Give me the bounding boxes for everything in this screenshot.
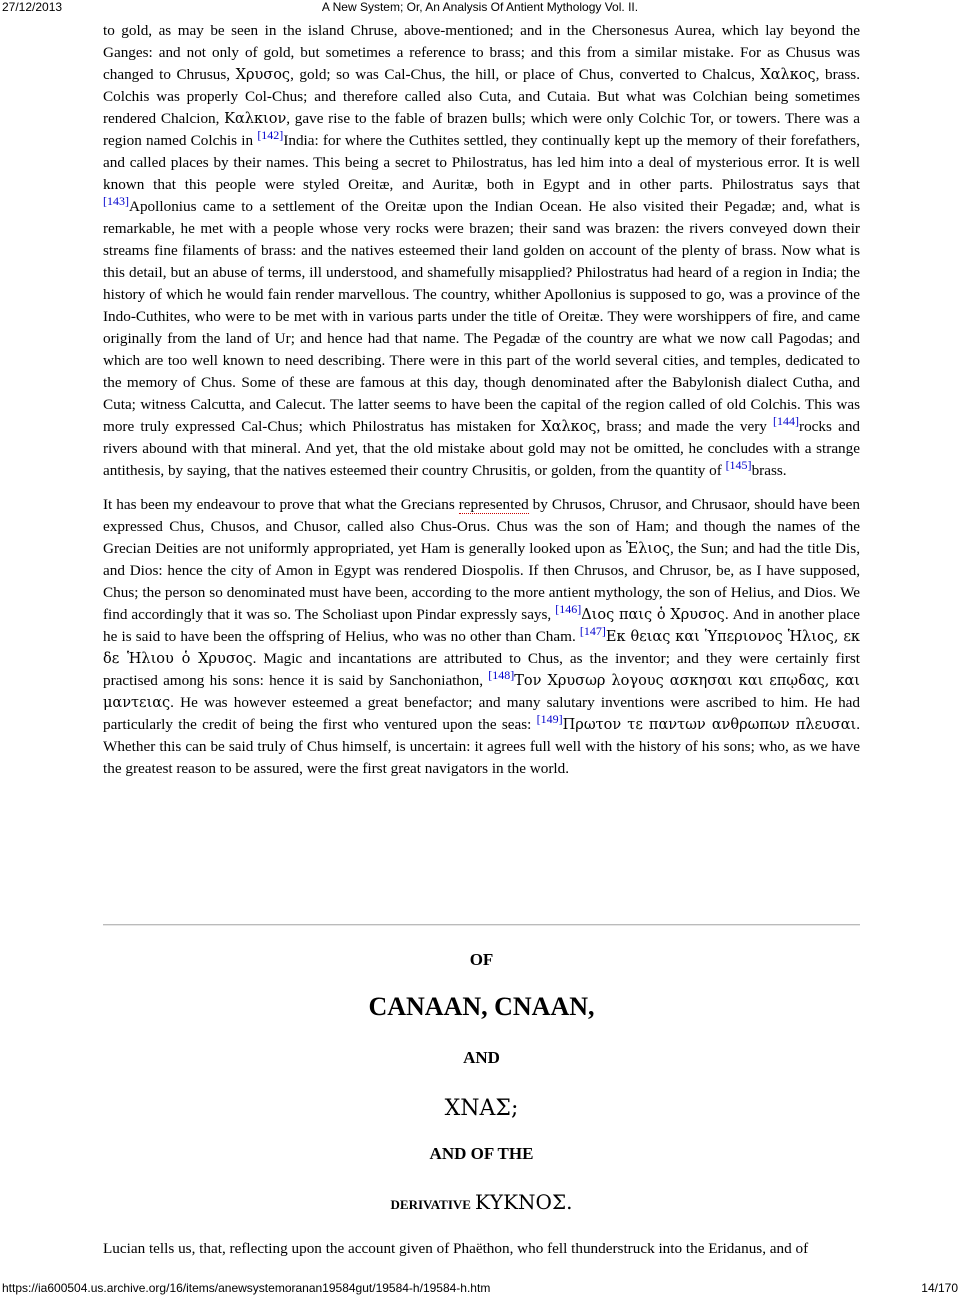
greek-quote: Πρωτον τε παντων ανθρωπων πλευσαι [562,717,857,733]
footnote-link-142[interactable]: [142] [257,127,284,142]
greek-word: Καλκιον [224,111,287,127]
footnote-link-148[interactable]: [148] [488,667,515,682]
text-run: . Magic and incantations are attributed to Chus, as the inventor; and they were certainly first practised among his sons: hence it is said by Sanchoniathon, [103,650,861,689]
section-divider [103,924,860,926]
text-run: India: for where the Cuthites settled, they continually kept up the memory of their forefathers, and called places by their names. This being a secret to Philostratus, has led him into a deal of mysterious error. It is well known that this people were styled Oreitæ, and Auritæ, both in Egypt and in other parts. Philostratus says that [103,132,860,193]
document-body [103,20,860,792]
greek-quote: Διος παις ὁ Χρυσος [581,607,725,623]
greek-quote: Εκ θειας και Ὑπεριονος Ἡλιος, εκ δε Ἡλιου ὁ Χρυσος [103,629,860,667]
heading-and: AND [463,1048,500,1067]
heading-derivative [103,1190,860,1214]
text-run: . And in another place he is said to have been the offspring of Helius, who was no other than Cham. [103,606,861,645]
print-date: 27/12/2013 [2,0,63,14]
text-run: It has been my endeavour to prove that what the Grecians [103,496,459,513]
paragraph [103,20,860,482]
heading-canaan: CANAAN, CNAAN, [368,992,595,1021]
print-header [0,0,960,14]
footnote-link-143[interactable]: [143] [103,193,129,208]
text-run: , the Sun; and had the title Dis, and Dios: hence the city of Amon in Egypt was rendered Diospolis. If then Chrusos, and Chrusor, be, as I have supposed, Chus; the person so denominated must have been, according to the more antient mythology, the son of Helius, and Dios. We find accordingly that it was so. The Scholiast upon Pindar expressly says, [103,540,860,623]
print-title: A New System; Or, An Analysis Of Antient Mythology Vol. II. [321,0,639,14]
greek-word: Χαλκος [760,67,816,83]
footnote-link-147[interactable]: [147] [579,623,606,638]
paragraph [103,494,860,780]
text-run: , brass; and made the very [596,418,774,435]
text-run: to gold, as may be seen in the island Chruse, above-mentioned; and in the Chersonesus Aurea, which lay beyond the Ganges: and not only of gold, but sometimes a reference to brass; and this from a similar mistake. For as Chusus was changed to Chrusus, [103,22,860,83]
text-run: , brass. Colchis was properly Col-Chus; and therefore called also Cuta, and Cutaia. But what was Colchian being sometimes rendered Chalcion, [103,66,860,127]
print-footer [0,1281,960,1295]
text-run: , gave rise to the fable of brazen bulls; which were only Colchic Tor, or towers. There was a region named Colchis in [103,110,860,149]
print-page-number: 14/170 [921,1281,958,1295]
footnote-link-149[interactable]: [149] [536,711,563,726]
greek-word: Χαλκος [541,419,597,435]
derivative-label: DERIVATIVE [390,1197,471,1212]
heading-xnas: ΧΝΑΣ; [444,1096,519,1121]
text-run: . He was however esteemed a great benefactor; and many salutary inventions were ascribed to him. He had particularly the credit of being the first who ventured upon the seas: [103,694,860,733]
footnote-link-144[interactable]: [144] [773,413,800,428]
greek-kyknos: ΚΥΚΝΟΣ. [474,1190,573,1214]
greek-word: Χρυσος [235,67,291,83]
text-run: brass. [751,462,787,479]
print-url: https://ia600504.us.archive.org/16/items/anewsystemoranan19584gut/19584-h/19584-h.htm [2,1281,491,1295]
paragraph: Lucian tells us, that, reflecting upon the account given of Phaëthon, who fell thunderstruck into the Eridanus, and of [103,1240,809,1257]
text-run: by Chrusos, Chrusor, and Chrusaor, should have been expressed Chus, Chusos, and Chusor, called also Chus-Orus. Chus was the son of Ham; and though the names of the Grecian Deities are not uniformly appropriated, yet Ham is generally looked upon as [103,496,860,557]
text-run: , gold; so was Cal-Chus, the hill, or place of Chus, converted to Chalcus, [290,66,761,83]
heading-and-of-the: AND OF THE [429,1144,534,1163]
text-run: rocks and rivers abound with that mineral. And yet, that the old mistake about gold may not be omitted, he concludes with a strange antithesis, by saying, that the natives esteemed their country Chrusitis, or golden, from the quantity of [103,418,861,479]
greek-word: Ἑλιος [626,541,670,557]
correction-mark[interactable]: represented [458,496,529,513]
text-run: Apollonius came to a settlement of the Oreitæ upon the Indian Ocean. He also visited their Pegadæ; and, what is remarkable, he met with a people whose very rocks were brazen; their sand was brazen: the rivers conveyed down their streams fine filaments of brass: and the natives esteemed their land golden on account of the plenty of brass. Now what is this detail, but an abuse of terms, ill understood, and shamefully misapplied? Philostratus had heard of a region in India; the history of which he would fain render marvellous. The country, whither Apollonius is supposed to go, was a province of the Indo-Cuthites, who were to be met with in various parts under the title of Oreitæ. They were worshippers of fire, and came originally from the land of Ur; and hence had that name. The Pegadæ of the country are what we now call Pagodas; and which are too well known to need describing. There were in this part of the world several cities, and temples, dedicated to the memory of Chus. Some of these are famous at this day, though denominated after the Babylonish dialect Cutha, and Cuta; witness Calcutta, and Calecut. The latter seems to have been the capital of the region called of old Colchis. This was more truly expressed Cal-Chus; which Philostratus has mistaken for [103,198,860,435]
footnote-link-146[interactable]: [146] [555,601,582,616]
footnote-link-145[interactable]: [145] [725,457,752,472]
text-run: . Whether this can be said truly of Chus himself, is uncertain: it agrees full well with the history of his sons; who, as we have the greatest reason to be assured, were the first great navigators in the world. [103,716,860,777]
greek-quote: Τον Χρυσωρ λογους ασκησαι και επῳδας, και μαντειας [103,673,860,711]
heading-of: OF [469,950,494,969]
